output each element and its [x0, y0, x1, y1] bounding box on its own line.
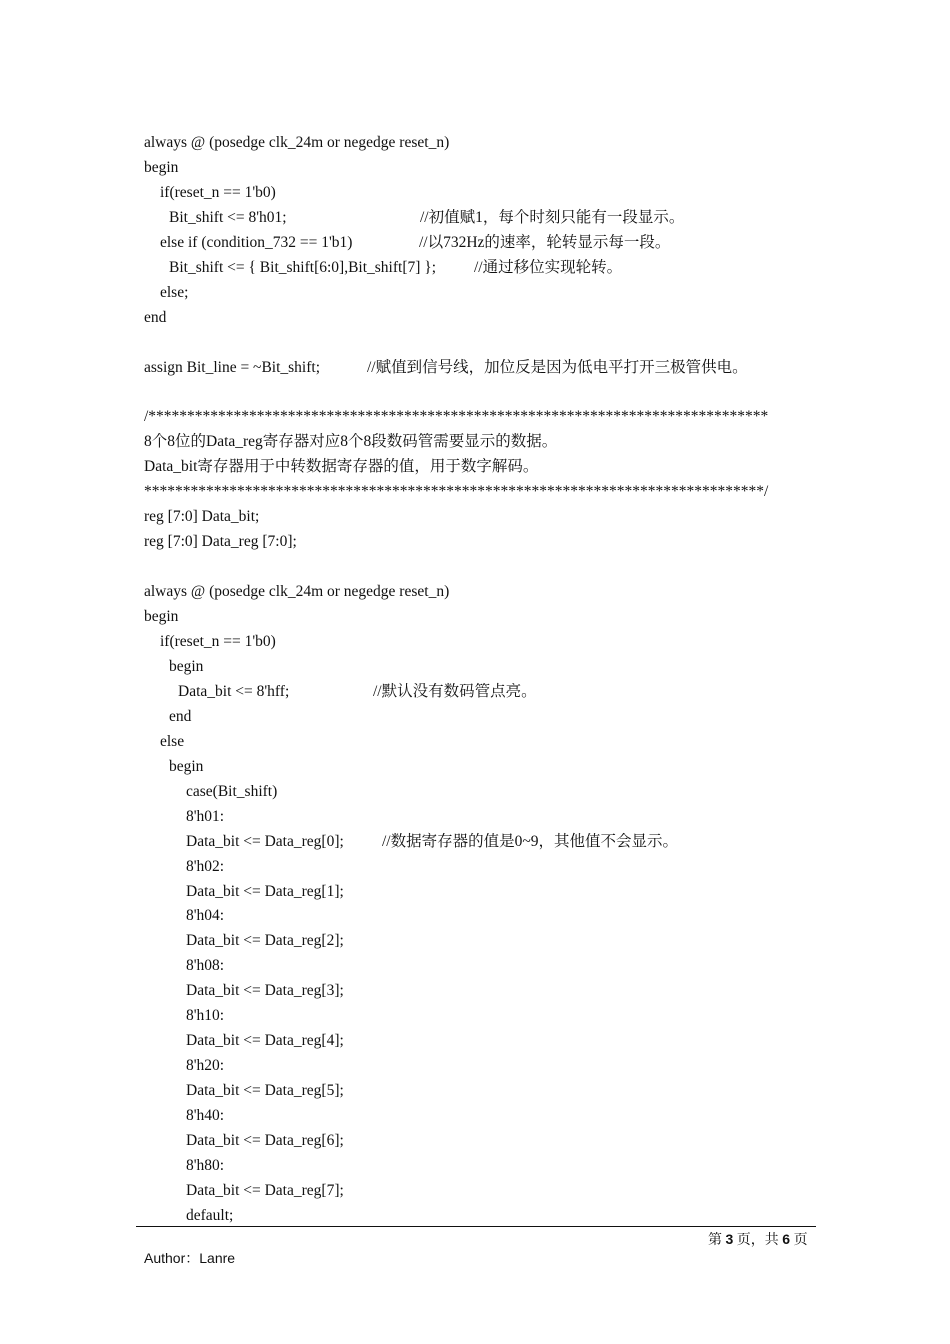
- code-text: 8'h08:: [186, 957, 225, 975]
- code-comment: //默认没有数码管点亮。: [373, 682, 537, 700]
- code-line: [169, 757, 203, 777]
- code-line: [186, 1031, 344, 1051]
- code-text: Data_bit <= Data_reg[7];: [186, 1181, 344, 1199]
- code-line: [186, 1181, 344, 1201]
- code-text: 8'h04:: [186, 907, 225, 925]
- code-text: if(reset_n == 1'b0): [160, 183, 276, 201]
- code-text: else: [160, 732, 185, 750]
- page-current: 3: [725, 1231, 734, 1247]
- code-line: [144, 358, 320, 378]
- code-comment: //初值赋1，每个时刻只能有一段显示。: [420, 208, 685, 226]
- code-text: assign Bit_line = ~Bit_shift;: [144, 358, 321, 376]
- code-line: [160, 283, 188, 303]
- code-text: Data_bit <= Data_reg[0];: [186, 832, 344, 850]
- code-line: [169, 657, 203, 677]
- code-line: [186, 931, 344, 951]
- code-text: default;: [186, 1206, 234, 1224]
- code-text: 8个8位的Data_reg寄存器对应8个8段数码管需要显示的数据。: [144, 433, 558, 451]
- code-comment: //通过移位实现轮转。: [474, 258, 623, 276]
- code-line: [144, 507, 259, 527]
- code-text: 8'h10:: [186, 1007, 225, 1025]
- code-line: [144, 158, 178, 178]
- code-text: Data_bit寄存器用于中转数据寄存器的值，用于数字解码。: [144, 458, 539, 476]
- code-line: [186, 782, 277, 802]
- code-text: else if (condition_732 == 1'b1): [160, 233, 353, 251]
- code-text: ********************************************************************************/: [144, 483, 769, 501]
- footer-divider: [136, 1226, 816, 1227]
- code-text: /********************************************************************************: [144, 408, 769, 426]
- code-line: [186, 956, 224, 976]
- page-total: 6: [782, 1231, 791, 1247]
- code-text: 8'h01:: [186, 807, 225, 825]
- code-line: [144, 532, 297, 552]
- code-text: end: [169, 707, 192, 725]
- code-line: [186, 1206, 233, 1226]
- code-text: always @ (posedge clk_24m or negedge reset_n): [144, 583, 450, 601]
- code-text: case(Bit_shift): [186, 782, 278, 800]
- code-text: begin: [144, 608, 179, 625]
- code-line: [186, 1056, 224, 1076]
- code-line: [186, 1081, 344, 1101]
- code-line: [160, 233, 352, 253]
- code-text: Data_bit <= Data_reg[4];: [186, 1032, 344, 1050]
- code-line: [186, 1006, 224, 1026]
- code-text: Data_bit <= 8'hff;: [178, 682, 290, 700]
- code-text: 8'h80:: [186, 1156, 225, 1174]
- code-line: [144, 582, 449, 602]
- code-line: [144, 308, 166, 328]
- page-prefix: 第: [708, 1233, 726, 1248]
- code-text: end: [144, 308, 167, 326]
- code-comment: //赋值到信号线，加位反是因为低电平打开三极管供电。: [367, 358, 748, 376]
- code-line: [186, 807, 224, 827]
- code-text: if(reset_n == 1'b0): [160, 633, 276, 650]
- code-text: reg [7:0] Data_reg [7:0];: [144, 533, 297, 551]
- code-line: [144, 457, 538, 477]
- code-line: [169, 208, 287, 228]
- code-line: [160, 632, 276, 652]
- code-text: Data_bit <= Data_reg[3];: [186, 982, 344, 1000]
- page-number: [708, 1230, 808, 1250]
- code-text: else;: [160, 283, 189, 301]
- code-text: Data_bit <= Data_reg[5];: [186, 1082, 344, 1100]
- code-line: [186, 1131, 344, 1151]
- footer-author: Author：Lanre: [144, 1250, 236, 1266]
- code-text: Bit_shift <= { Bit_shift[6:0],Bit_shift[7] };: [169, 258, 437, 276]
- code-line: [144, 607, 178, 627]
- code-line: [186, 981, 344, 1001]
- code-text: Data_bit <= Data_reg[1];: [186, 882, 344, 900]
- code-line: [186, 832, 344, 852]
- code-text: Data_bit <= Data_reg[6];: [186, 1132, 344, 1149]
- code-line: [160, 732, 184, 752]
- code-text: Bit_shift <= 8'h01;: [169, 208, 287, 226]
- code-text: begin: [169, 757, 204, 775]
- code-line: [169, 707, 191, 727]
- code-line: [144, 407, 768, 427]
- code-line: [144, 133, 449, 153]
- code-line: [144, 432, 557, 452]
- code-line: [186, 1156, 224, 1176]
- page-middle: 页，共: [733, 1233, 783, 1248]
- code-text: reg [7:0] Data_bit;: [144, 508, 260, 526]
- code-text: Data_bit <= Data_reg[2];: [186, 932, 344, 950]
- code-line: [186, 1106, 224, 1126]
- code-line: [160, 183, 276, 203]
- code-text: 8'h02:: [186, 857, 225, 875]
- code-text: begin: [144, 158, 179, 176]
- code-text: begin: [169, 657, 204, 675]
- code-line: [144, 482, 768, 502]
- code-comment: //以732Hz的速率，轮转显示每一段。: [419, 233, 671, 251]
- page-suffix: 页: [790, 1233, 808, 1248]
- code-comment: //数据寄存器的值是0~9，其他值不会显示。: [382, 832, 678, 850]
- code-text: always @ (posedge clk_24m or negedge reset_n): [144, 134, 450, 151]
- code-text: 8'h20:: [186, 1057, 225, 1075]
- code-text: 8'h40:: [186, 1107, 225, 1124]
- code-line: [169, 258, 436, 278]
- code-line: [178, 682, 289, 702]
- code-line: [186, 906, 224, 926]
- code-line: [186, 857, 224, 877]
- code-line: [186, 882, 344, 902]
